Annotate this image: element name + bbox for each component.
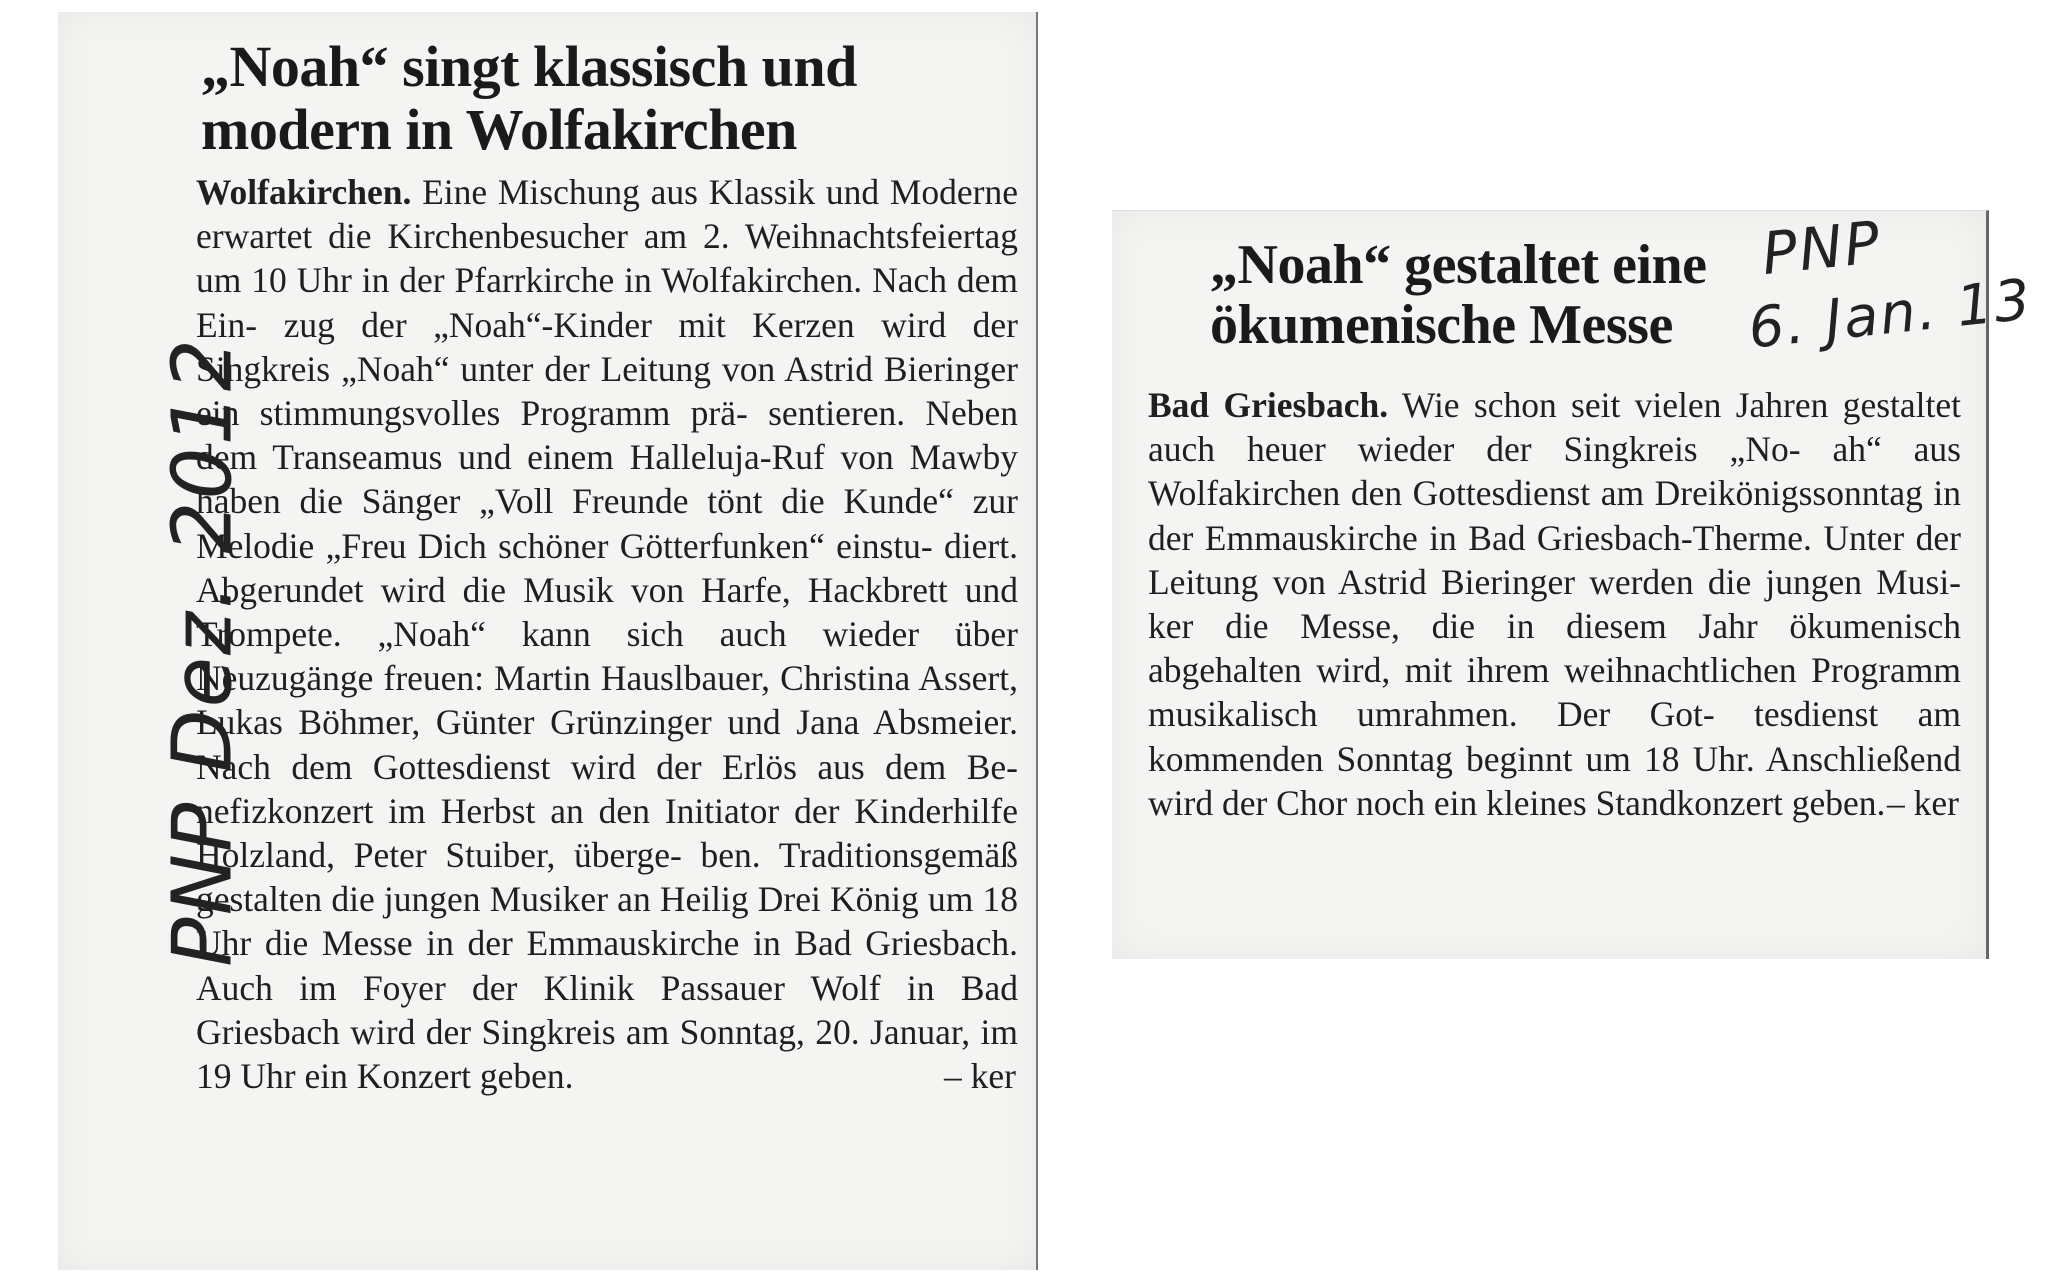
newspaper-clipping-1 bbox=[58, 12, 1038, 1270]
article-2-signature: – ker bbox=[1887, 782, 1959, 823]
article-2-body bbox=[1148, 383, 1961, 825]
article-1-text: Eine Mischung aus Klassik und Moderne erwartet die Kirchenbesucher am 2. Weihnachtsfeiertag um 10 Uhr in der Pfarrkirche in Wolfakirchen. Nach dem Ein- zug der „Noah“-Kinder mit Kerzen wird der Singkreis „Noah“ unter der Leitung von Astrid Bieringer ein stimmungsvolles Programm prä- sentieren. Neben dem Transeamus und einem Halleluja-Ruf von Mawby haben die Sänger „Voll Freunde tönt die Kunde“ zur Melodie „Freu Dich schöner Götterfunken“ einstu- diert. Abgerundet wird die Musik von Harfe, Hackbrett und Trompete. „Noah“ kann sich auch wieder über Neuzugänge freuen: Martin Hauslbauer, Christina Assert, Lukas Böhmer, Günter Grünzinger und Jana Absmeier. Nach dem Gottesdienst wird der Erlös aus dem Be- nefizkonzert im Herbst an den Initiator der Kinderhilfe Holzland, Peter Stuiber, überge- ben. Traditionsgemäß gestalten die jungen Musiker an Heilig Drei König um 18 Uhr die Messe in der Emmauskirche in Bad Griesbach. Auch im Foyer der Klinik Passauer Wolf in Bad Griesbach wird der Singkreis am Sonntag, 20. Januar, im 19 Uhr ein Konzert geben. bbox=[196, 172, 1018, 1097]
article-1-body bbox=[196, 170, 1018, 1098]
article-2-text: Wie schon seit vielen Jahren gestaltet auch heuer wieder der Singkreis „No- ah“ aus Wolfakirchen den Gottesdienst am Dreikönigssonntag in der Emmauskirche in Bad Griesbach-Therme. Unter der Leitung von Astrid Bieringer werden die jungen Musi- ker die Messe, die in diesem Jahr ökumenisch abgehalten wird, mit ihrem weihnachtlichen Programm musikalisch umrahmen. Der Got- tesdienst am kommenden Sonntag beginnt um 18 Uhr. Anschließend wird der Chor noch ein kleines Standkonzert geben. bbox=[1148, 385, 1961, 823]
handwritten-date-note-2: 6. Jan. 13 bbox=[1745, 267, 2036, 362]
article-2-headline: „Noah“ gestaltet eine ökumenische Messe bbox=[1210, 234, 1707, 357]
article-2-location: Bad Griesbach. bbox=[1148, 385, 1389, 425]
article-1-location: Wolfakirchen. bbox=[196, 172, 412, 212]
handwritten-date-note-1: PNP Dez. 2012 bbox=[155, 337, 251, 967]
handwritten-source-note-2: PNP bbox=[1758, 207, 1885, 289]
article-1-signature: – ker bbox=[944, 1056, 1016, 1097]
article-1-headline: „Noah“ singt klassisch und modern in Wolfakirchen bbox=[201, 34, 857, 162]
